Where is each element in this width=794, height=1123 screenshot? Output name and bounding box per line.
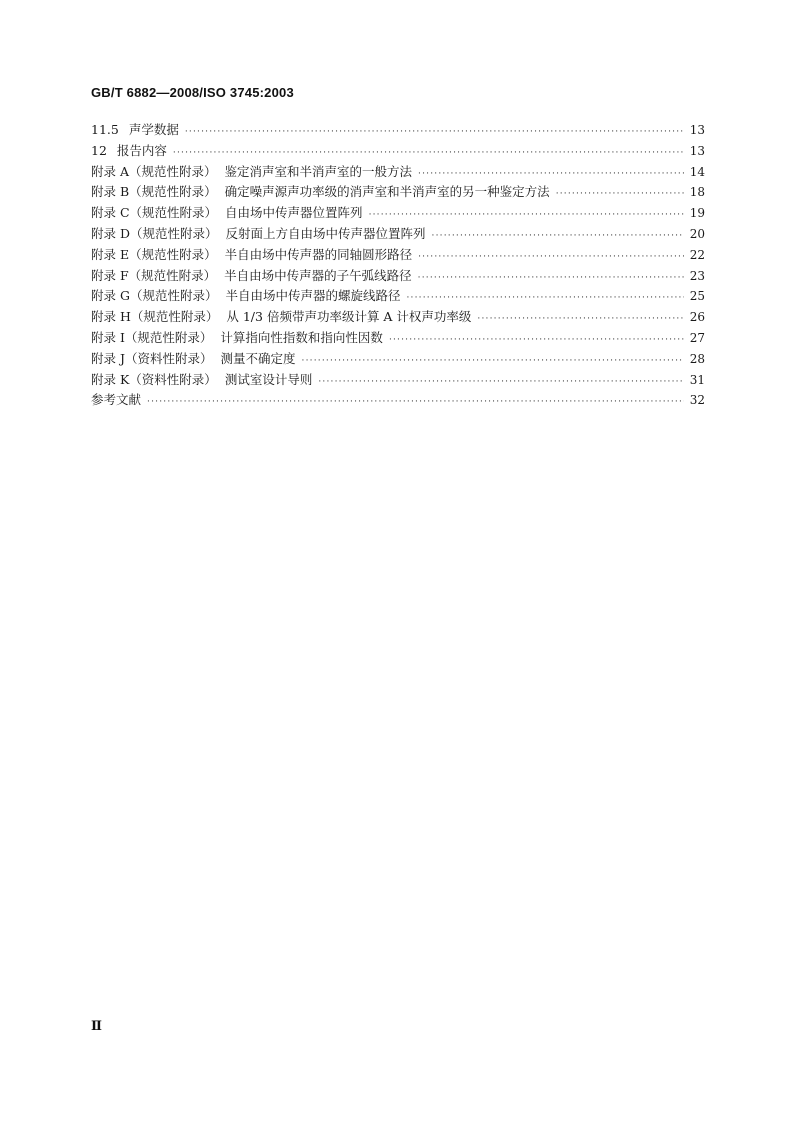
toc-entry-page: 13 [689,123,705,137]
toc-entry-title: 鉴定消声室和半消声室的一般方法 [224,163,413,179]
toc-entry-page: 25 [689,289,705,304]
toc-entry-annex-b[interactable] [91,182,705,203]
toc-entry-title: 半自由场中传声器的子午弧线路径 [224,267,412,283]
toc-entry-11-5[interactable] [91,120,705,141]
toc-entry-page: 20 [689,226,705,241]
toc-entry-number: 参考文献 [91,392,142,408]
toc-entry-number: 附录 G（规范性附录） [91,288,218,304]
toc-entry-number: 附录 D（规范性附录） [91,225,218,241]
table-of-contents [91,120,705,411]
toc-entry-annex-i[interactable] [91,328,705,349]
toc-entry-annex-c[interactable] [91,203,705,224]
toc-entry-page: 31 [689,372,705,387]
toc-entry-number: 附录 C（规范性附录） [91,205,218,221]
toc-entry-title: 自由场中传声器位置阵列 [225,205,363,221]
toc-entry-title: 确定噪声源声功率级的消声室和半消声室的另一种鉴定方法 [224,184,550,200]
toc-entry-number: 附录 A（规范性附录） [91,163,217,179]
toc-entry-12[interactable] [91,141,705,162]
toc-dot-leader [418,247,684,268]
toc-entry-annex-e[interactable] [91,245,705,266]
toc-entry-page: 28 [689,351,705,366]
page-number-footer: Ⅱ [91,1019,102,1034]
toc-entry-number: 附录 H（规范性附录） [91,309,219,325]
toc-dot-leader [477,309,683,330]
toc-entry-title: 测试室设计导则 [224,371,313,387]
toc-entry-title: 声学数据 [128,122,179,137]
toc-entry-annex-h[interactable] [91,307,705,328]
toc-entry-annex-k[interactable] [91,370,705,391]
toc-dot-leader [369,205,684,226]
toc-entry-title: 半自由场中传声器的螺旋线路径 [225,288,401,304]
toc-entry-page: 23 [689,268,705,283]
toc-dot-leader [556,184,684,205]
toc-entry-number: 附录 B（规范性附录） [91,184,217,200]
toc-entry-page: 18 [689,185,705,200]
toc-dot-leader [406,288,683,309]
toc-entry-annex-f[interactable] [91,266,705,287]
toc-entry-number: 附录 I（规范性附录） [91,329,213,345]
toc-entry-number: 附录 J（资料性附录） [91,350,213,366]
toc-entry-page: 26 [689,310,705,325]
toc-entry-bibliography[interactable] [91,390,705,411]
toc-entry-page: 32 [689,393,705,408]
toc-entry-page: 19 [689,206,705,221]
document-code-header: GB/T 6882—2008/ISO 3745:2003 [91,85,294,100]
toc-entry-title: 半自由场中传声器的同轴圆形路径 [224,246,413,262]
toc-entry-title: 计算指向性指数和指向性因数 [220,329,383,345]
toc-dot-leader [318,372,683,393]
toc-entry-title: 反射面上方自由场中传声器位置阵列 [225,225,426,241]
toc-dot-leader [147,392,684,413]
toc-entry-title: 测量不确定度 [220,350,296,366]
toc-dot-leader [432,226,684,247]
toc-entry-page: 13 [689,143,705,158]
toc-dot-leader [418,164,684,185]
toc-dot-leader [389,330,684,351]
toc-entry-annex-d[interactable] [91,224,705,245]
toc-dot-leader [185,122,684,143]
toc-entry-annex-j[interactable] [91,349,705,370]
toc-entry-title: 从 1/3 倍频带声功率级计算 A 计权声功率级 [226,309,472,325]
toc-entry-page: 22 [689,247,705,262]
toc-entry-number: 12 [91,142,107,158]
toc-entry-title: 报告内容 [116,142,167,158]
toc-entry-number: 附录 K（资料性附录） [91,371,217,387]
toc-dot-leader [173,143,684,164]
toc-entry-annex-g[interactable] [91,286,705,307]
toc-dot-leader [302,351,684,372]
toc-entry-page: 27 [689,330,705,345]
toc-entry-number: 附录 E（规范性附录） [91,246,217,262]
toc-entry-number: 附录 F（规范性附录） [91,267,217,283]
toc-entry-annex-a[interactable] [91,162,705,183]
toc-entry-page: 14 [689,164,705,179]
toc-dot-leader [418,268,684,289]
toc-entry-number: 11.5 [91,122,119,137]
